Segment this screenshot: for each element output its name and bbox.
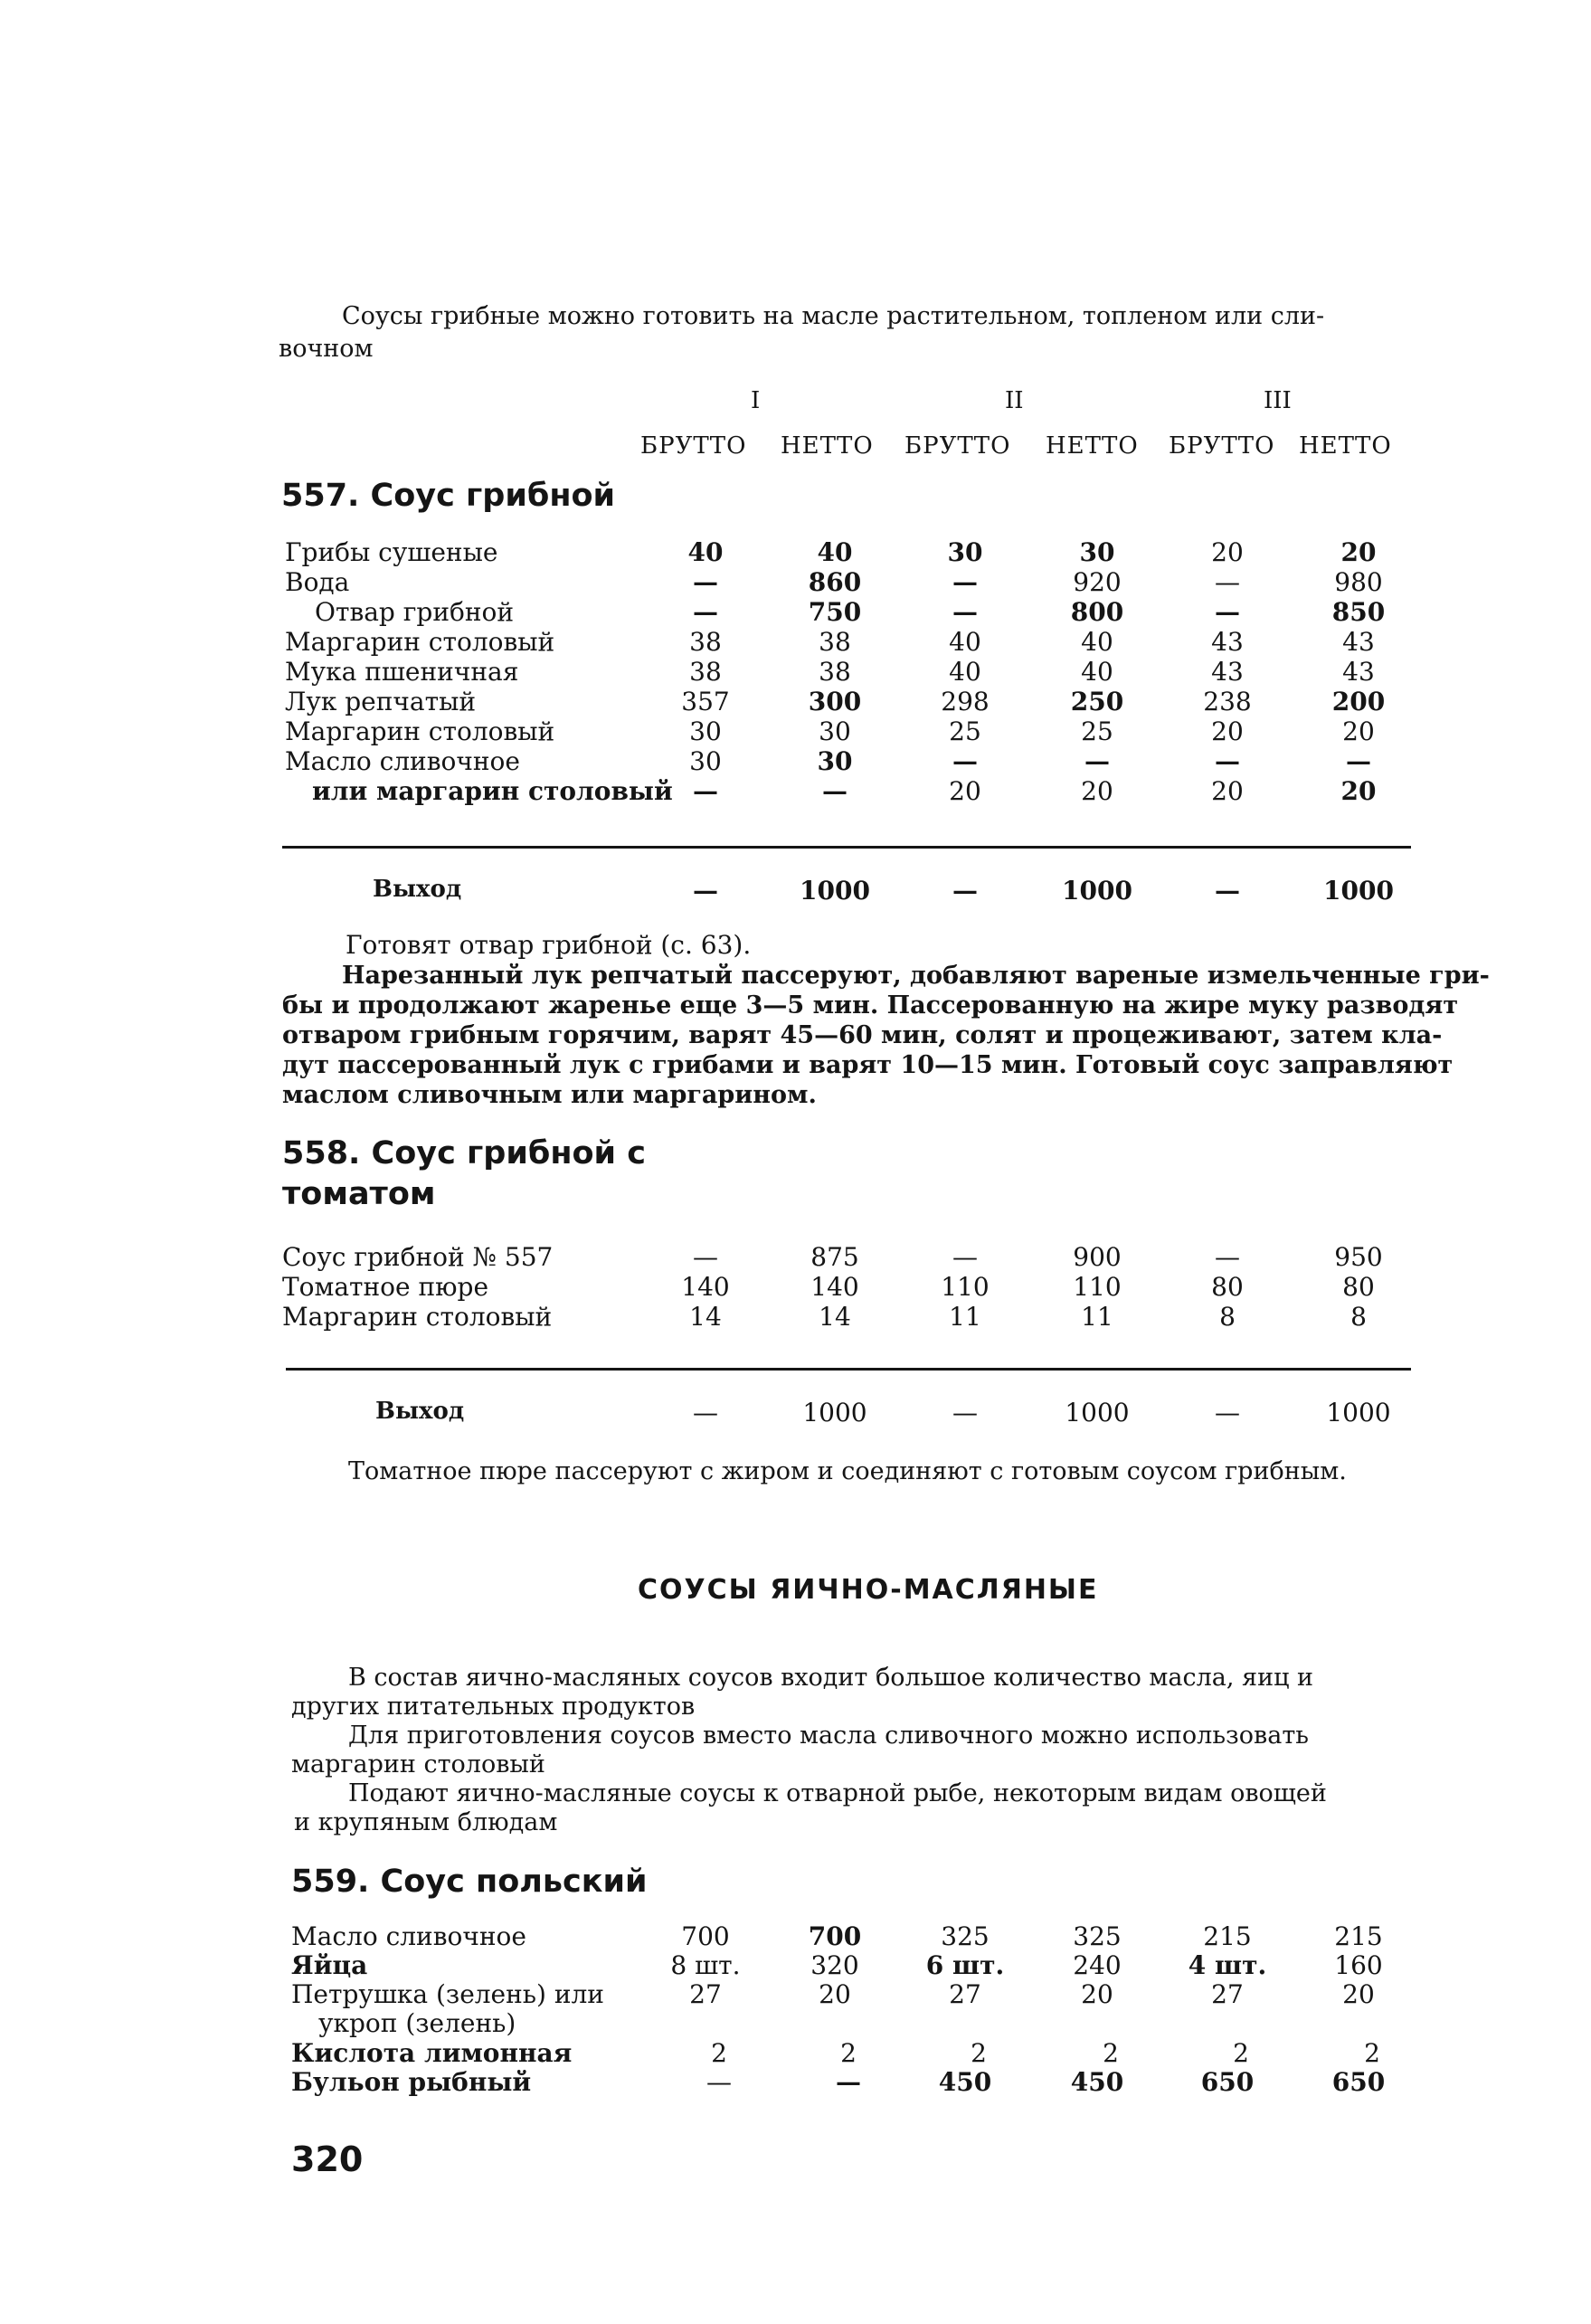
cell-value: 850 — [1331, 597, 1386, 627]
section-text-line: других питательных продуктов — [291, 1693, 696, 1721]
cell-value: 20 — [819, 1979, 851, 2009]
cell-value: 700 — [681, 1921, 730, 1951]
cell-value: 20 — [1342, 1979, 1375, 2009]
cell-value: 11 — [1081, 1302, 1113, 1332]
recipe-title: 558. Соус грибной с — [282, 1135, 647, 1171]
cell-value: 110 — [1073, 1272, 1122, 1302]
ingredient-name: Маргарин столовый — [285, 716, 555, 746]
cell-value: 40 — [687, 537, 724, 567]
ingredient-name: Бульон рыбный — [291, 2067, 532, 2097]
cell-value: 14 — [819, 1302, 851, 1332]
section-title: СОУСЫ ЯИЧНО-МАСЛЯНЫЕ — [638, 1574, 1099, 1606]
cell-value: 40 — [1081, 657, 1113, 687]
cell-value: 30 — [1079, 537, 1115, 567]
cell-value: 38 — [819, 627, 851, 657]
cell-value: 20 — [1211, 776, 1244, 806]
cell-value: 450 — [938, 2067, 992, 2097]
recipe-title: 559. Соус польский — [291, 1864, 648, 1900]
col-header: БРУТТО — [640, 432, 747, 460]
cell-value: 20 — [1211, 537, 1244, 567]
cell-value: 30 — [947, 537, 983, 567]
ingredient-name: Кислота лимонная — [291, 2038, 573, 2068]
cell-value: 860 — [808, 567, 862, 597]
section-text-line: В состав яично-масляных соусов входит большое количество масла, яиц и — [348, 1664, 1314, 1692]
yield-label: Выход — [375, 1398, 465, 1425]
cell-value: 750 — [808, 597, 862, 627]
section-text-line: Для приготовления соусов вместо масла сливочного можно использовать — [348, 1722, 1309, 1750]
cell-value: 20 — [1081, 1979, 1113, 2009]
cell-value: 43 — [1342, 657, 1375, 687]
cell-value: 2 — [1103, 2038, 1119, 2068]
ingredient-name: Петрушка (зелень) или — [291, 1979, 604, 2009]
yield-label: Выход — [373, 876, 462, 903]
yield-value: — — [952, 1398, 978, 1428]
ingredient-name: Грибы сушеные — [285, 537, 498, 567]
cell-value: — — [693, 1242, 718, 1272]
cell-value: — — [836, 2067, 861, 2097]
cell-value: — — [1215, 1242, 1240, 1272]
yield-value: 1000 — [1326, 1398, 1391, 1428]
cell-value: 110 — [941, 1272, 990, 1302]
cell-value: 160 — [1334, 1950, 1383, 1980]
recipe-title: 557. Соус грибной — [281, 478, 616, 514]
col-header: НЕТТО — [1299, 432, 1392, 460]
ingredient-name: Масло сливочное — [285, 746, 520, 776]
cell-value: 8 шт. — [670, 1950, 741, 1980]
cell-value: 2 — [971, 2038, 987, 2068]
cell-value: 650 — [1331, 2067, 1386, 2097]
table-rule — [282, 846, 1411, 849]
cell-value: — — [693, 597, 718, 627]
cell-value: 43 — [1211, 627, 1244, 657]
cell-value: 30 — [689, 716, 722, 746]
cell-value: 38 — [819, 657, 851, 687]
table-rule — [286, 1368, 1411, 1371]
cell-value: 20 — [1211, 716, 1244, 746]
cell-value: 238 — [1203, 687, 1252, 716]
yield-value: 1000 — [1323, 876, 1394, 906]
section-text-line: и крупяным блюдам — [294, 1808, 558, 1836]
cell-value: 800 — [1070, 597, 1124, 627]
cell-value: 2 — [1233, 2038, 1249, 2068]
cell-value: 30 — [689, 746, 722, 776]
col-header: БРУТТО — [1169, 432, 1275, 460]
cell-value: 27 — [1211, 1979, 1244, 2009]
cell-value: 43 — [1342, 627, 1375, 657]
cell-value: 25 — [949, 716, 981, 746]
cell-value: 950 — [1334, 1242, 1383, 1272]
cell-value: 43 — [1211, 657, 1244, 687]
cell-value: — — [1215, 597, 1240, 627]
group-header-3: III — [1264, 387, 1292, 414]
cell-value: — — [952, 567, 978, 597]
cell-value: — — [952, 1242, 978, 1272]
yield-value: 1000 — [1062, 876, 1132, 906]
cell-value: 200 — [1331, 687, 1386, 716]
cell-value: 20 — [1340, 776, 1377, 806]
cell-value: 80 — [1342, 1272, 1375, 1302]
method-line: Нарезанный лук репчатый пассеруют, добавляют вареные измельченные гри- — [342, 962, 1490, 990]
recipe-title-cont: томатом — [282, 1176, 436, 1212]
cell-value: — — [822, 776, 848, 806]
cell-value: — — [1215, 567, 1240, 597]
cell-value: 920 — [1073, 567, 1122, 597]
cell-value: 30 — [819, 716, 851, 746]
ingredient-name: Мука пшеничная — [285, 657, 519, 687]
page-number: 320 — [291, 2139, 364, 2179]
cell-value: 40 — [949, 627, 981, 657]
method-line: дут пассерованный лук с грибами и варят 10—15 мин. Готовый соус заправляют — [282, 1051, 1454, 1079]
cell-value: 6 шт. — [925, 1950, 1005, 1980]
cell-value: 8 — [1350, 1302, 1367, 1332]
ingredient-name: Соус грибной № 557 — [282, 1242, 554, 1272]
cell-value: 20 — [1340, 537, 1377, 567]
col-header: НЕТТО — [1046, 432, 1139, 460]
cell-value: 300 — [808, 687, 862, 716]
cell-value: 325 — [1073, 1921, 1122, 1951]
cell-value: 40 — [1081, 627, 1113, 657]
intro-line-1: Соусы грибные можно готовить на масле растительном, топленом или сли- — [342, 302, 1325, 330]
cell-value: — — [1215, 746, 1240, 776]
ingredient-name-cont: укроп (зелень) — [318, 2008, 516, 2038]
cell-value: 980 — [1334, 567, 1383, 597]
ingredient-name: Яйца — [291, 1950, 368, 1980]
cell-value: 650 — [1200, 2067, 1255, 2097]
cell-value: 11 — [949, 1302, 981, 1332]
cell-value: 320 — [810, 1950, 859, 1980]
cell-value: 38 — [689, 657, 722, 687]
cell-value: 20 — [1081, 776, 1113, 806]
ingredient-name: или маргарин столовый — [312, 776, 673, 806]
cell-value: — — [1346, 746, 1371, 776]
yield-value: 1000 — [800, 876, 870, 906]
cell-value: 40 — [949, 657, 981, 687]
cell-value: 20 — [949, 776, 981, 806]
cell-value: 357 — [681, 687, 730, 716]
col-header: БРУТТО — [904, 432, 1011, 460]
ingredient-name: Томатное пюре — [282, 1272, 489, 1302]
yield-value: — — [693, 1398, 718, 1428]
cell-value: 450 — [1070, 2067, 1124, 2097]
yield-value: 1000 — [802, 1398, 867, 1428]
ingredient-name: Вода — [285, 567, 350, 597]
cell-value: 14 — [689, 1302, 722, 1332]
ingredient-name: Масло сливочное — [291, 1921, 526, 1951]
cell-value: 8 — [1219, 1302, 1236, 1332]
cell-value: 298 — [941, 687, 990, 716]
cell-value: 325 — [941, 1921, 990, 1951]
group-header-1: I — [751, 387, 761, 414]
cell-value: 700 — [808, 1921, 862, 1951]
cell-value: 875 — [810, 1242, 859, 1272]
cell-value: 215 — [1334, 1921, 1383, 1951]
group-header-2: II — [1005, 387, 1024, 414]
method-line: Томатное пюре пассеруют с жиром и соединяют с готовым соусом грибным. — [348, 1457, 1347, 1485]
cell-value: 140 — [810, 1272, 859, 1302]
cell-value: 240 — [1073, 1950, 1122, 1980]
yield-value: — — [952, 876, 978, 906]
section-text-line: Подают яично-масляные соусы к отварной рыбе, некоторым видам овощей — [348, 1779, 1327, 1807]
cell-value: 2 — [711, 2038, 727, 2068]
cell-value: 40 — [817, 537, 853, 567]
cell-value: 4 шт. — [1188, 1950, 1267, 1980]
cell-value: 38 — [689, 627, 722, 657]
cell-value: — — [952, 597, 978, 627]
method-line: отваром грибным горячим, варят 45—60 мин, солят и процеживают, затем кла- — [282, 1021, 1443, 1049]
cell-value: 140 — [681, 1272, 730, 1302]
cell-value: 215 — [1203, 1921, 1252, 1951]
yield-value: — — [1215, 876, 1240, 906]
method-line: бы и продолжают жаренье еще 3—5 мин. Пассерованную на жире муку разводят — [282, 991, 1459, 1020]
col-header: НЕТТО — [781, 432, 874, 460]
yield-value: 1000 — [1065, 1398, 1130, 1428]
cell-value: — — [693, 776, 718, 806]
ingredient-name: Отвар грибной — [315, 597, 515, 627]
cell-value: — — [693, 567, 718, 597]
cell-value: 900 — [1073, 1242, 1122, 1272]
cell-value: 2 — [840, 2038, 857, 2068]
cell-value: — — [952, 746, 978, 776]
ingredient-name: Маргарин столовый — [285, 627, 555, 657]
ingredient-name: Маргарин столовый — [282, 1302, 553, 1332]
method-line: Готовят отвар грибной (с. 63). — [346, 930, 752, 960]
section-text-line: маргарин столовый — [291, 1750, 545, 1779]
yield-value: — — [1215, 1398, 1240, 1428]
cell-value: 27 — [949, 1979, 981, 2009]
cell-value: 30 — [817, 746, 853, 776]
intro-line-2: вочном — [279, 335, 374, 363]
ingredient-name: Лук репчатый — [285, 687, 477, 716]
cell-value: 27 — [689, 1979, 722, 2009]
cell-value: — — [706, 2067, 732, 2097]
cell-value: 25 — [1081, 716, 1113, 746]
cell-value: 2 — [1364, 2038, 1380, 2068]
cell-value: 250 — [1070, 687, 1124, 716]
yield-value: — — [693, 876, 718, 906]
cell-value: 80 — [1211, 1272, 1244, 1302]
method-line: маслом сливочным или маргарином. — [282, 1081, 817, 1109]
cell-value: — — [1084, 746, 1110, 776]
cell-value: 20 — [1342, 716, 1375, 746]
